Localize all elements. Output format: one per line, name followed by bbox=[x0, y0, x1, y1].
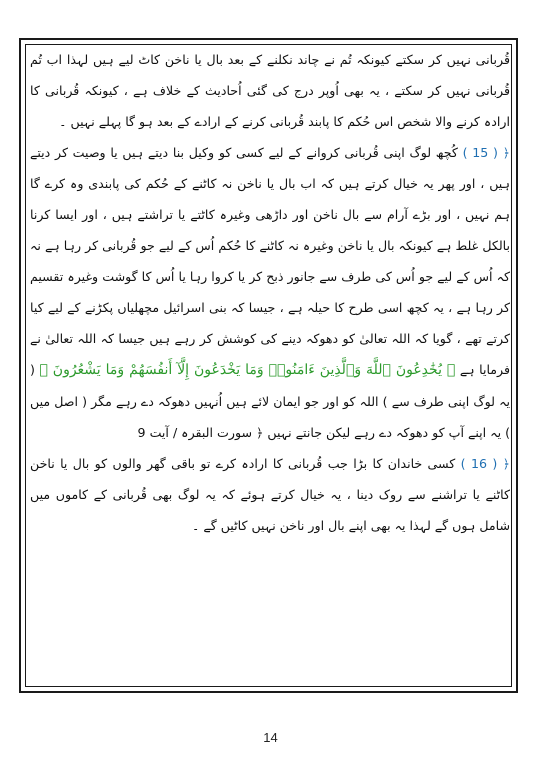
point-number-15: ( 15 ) bbox=[462, 145, 498, 160]
page-number: 14 bbox=[263, 730, 278, 745]
section-marker-icon: ﴿ bbox=[502, 145, 511, 160]
paragraph-15 bbox=[30, 137, 510, 448]
section-marker-icon: ﴿ bbox=[502, 456, 511, 471]
quran-verse: ﴿ يُخَٰدِعُونَ ٱللَّهَ وَٱلَّذِينَ ءَامَنُوا۟ وَمَا يَخْدَعُونَ إِلَّآ أَنفُسَهُمْ وَمَا يَشْعُرُونَ ﴾ bbox=[39, 362, 456, 378]
point-number-16: ( 16 ) bbox=[460, 456, 498, 471]
paragraph-16 bbox=[30, 448, 510, 541]
paragraph-15-text: کُچھ لوگ اپنی قُربانی کروانے کے لیے کسی کو وکیل بنا دیتے ہیں یا وصیت کر دیتے ہیں ، اور پھر یہ خیال کرتے ہیں کہ اب بال یا ناخن نہ کاٹنے کے حُکم کی پابندی وہ کرے گا ہم نہیں ، اور بڑے آرام سے بال ناخن اور داڑھی وغیرہ کاٹتے یا تراشتے ہیں ، اور ایسا کرنا بالکل غلط ہے کیونکہ بال یا ناخن وغیرہ نہ کاٹنے کا حُکم اُس کے لیے جو قُربانی کر رہا ہے نہ کہ اُس کے لیے جو اُس کی طرف سے جانور ذبح کر یا کروا رہا یا اُس کا گوشت وغیرہ تقسیم کر رہا ہے ، یہ کچھ اسی طرح کا حیلہ ہے ، جیسا کہ بنی اسرائیل مچھلیاں پکڑنے کے لیے کیا کرتے تھے ، گویا کہ اللہ تعالیٰ کو دھوکہ دینے کی کوشش کر رہے ہیں جیسا کہ اللہ تعالیٰ نے فرمایا ہے bbox=[30, 145, 510, 377]
verse-translation: ( یہ لوگ اپنی طرف سے ) اللہ کو اور جو ایمان لائے ہیں اُنہیں دھوکہ دے رہے مگر ( اصل میں ) یہ اپنے آپ کو دھوکہ دے رہے لیکن جانتے نہیں ﴿ سورت البقرہ / آیت 9 bbox=[30, 362, 510, 440]
page-content bbox=[30, 44, 510, 541]
paragraph-1: قُربانی نہیں کر سکتے کیونکہ تُم نے چاند نکلنے کے بعد بال یا ناخن کاٹ لیے ہیں لہذا اب تُم قُربانی نہیں کر سکتے ، یہ بھی اُوپر درج کی گئی اُحادیث کے خلاف ہے ، کیونکہ قُربانی کا ارادہ کرنے والا شخص اس حُکم کا پابند قُربانی کرنے کے ارادے کے بعد ہو گا پہلے نہیں ۔ bbox=[30, 52, 510, 129]
paragraph-16-text: کسی خاندان کا بڑا جب قُربانی کا ارادہ کرے تو باقی گھر والوں کو بال یا ناخن کاٹنے یا تراشنے سے روک دینا ، یہ خیال کرتے ہوئے کہ یہ لوگ بھی قُربانی کے کاموں میں شامل ہوں گے لہذا یہ بھی اپنے بال اور ناخن نہیں کاٹیں گے ۔ bbox=[30, 456, 510, 533]
